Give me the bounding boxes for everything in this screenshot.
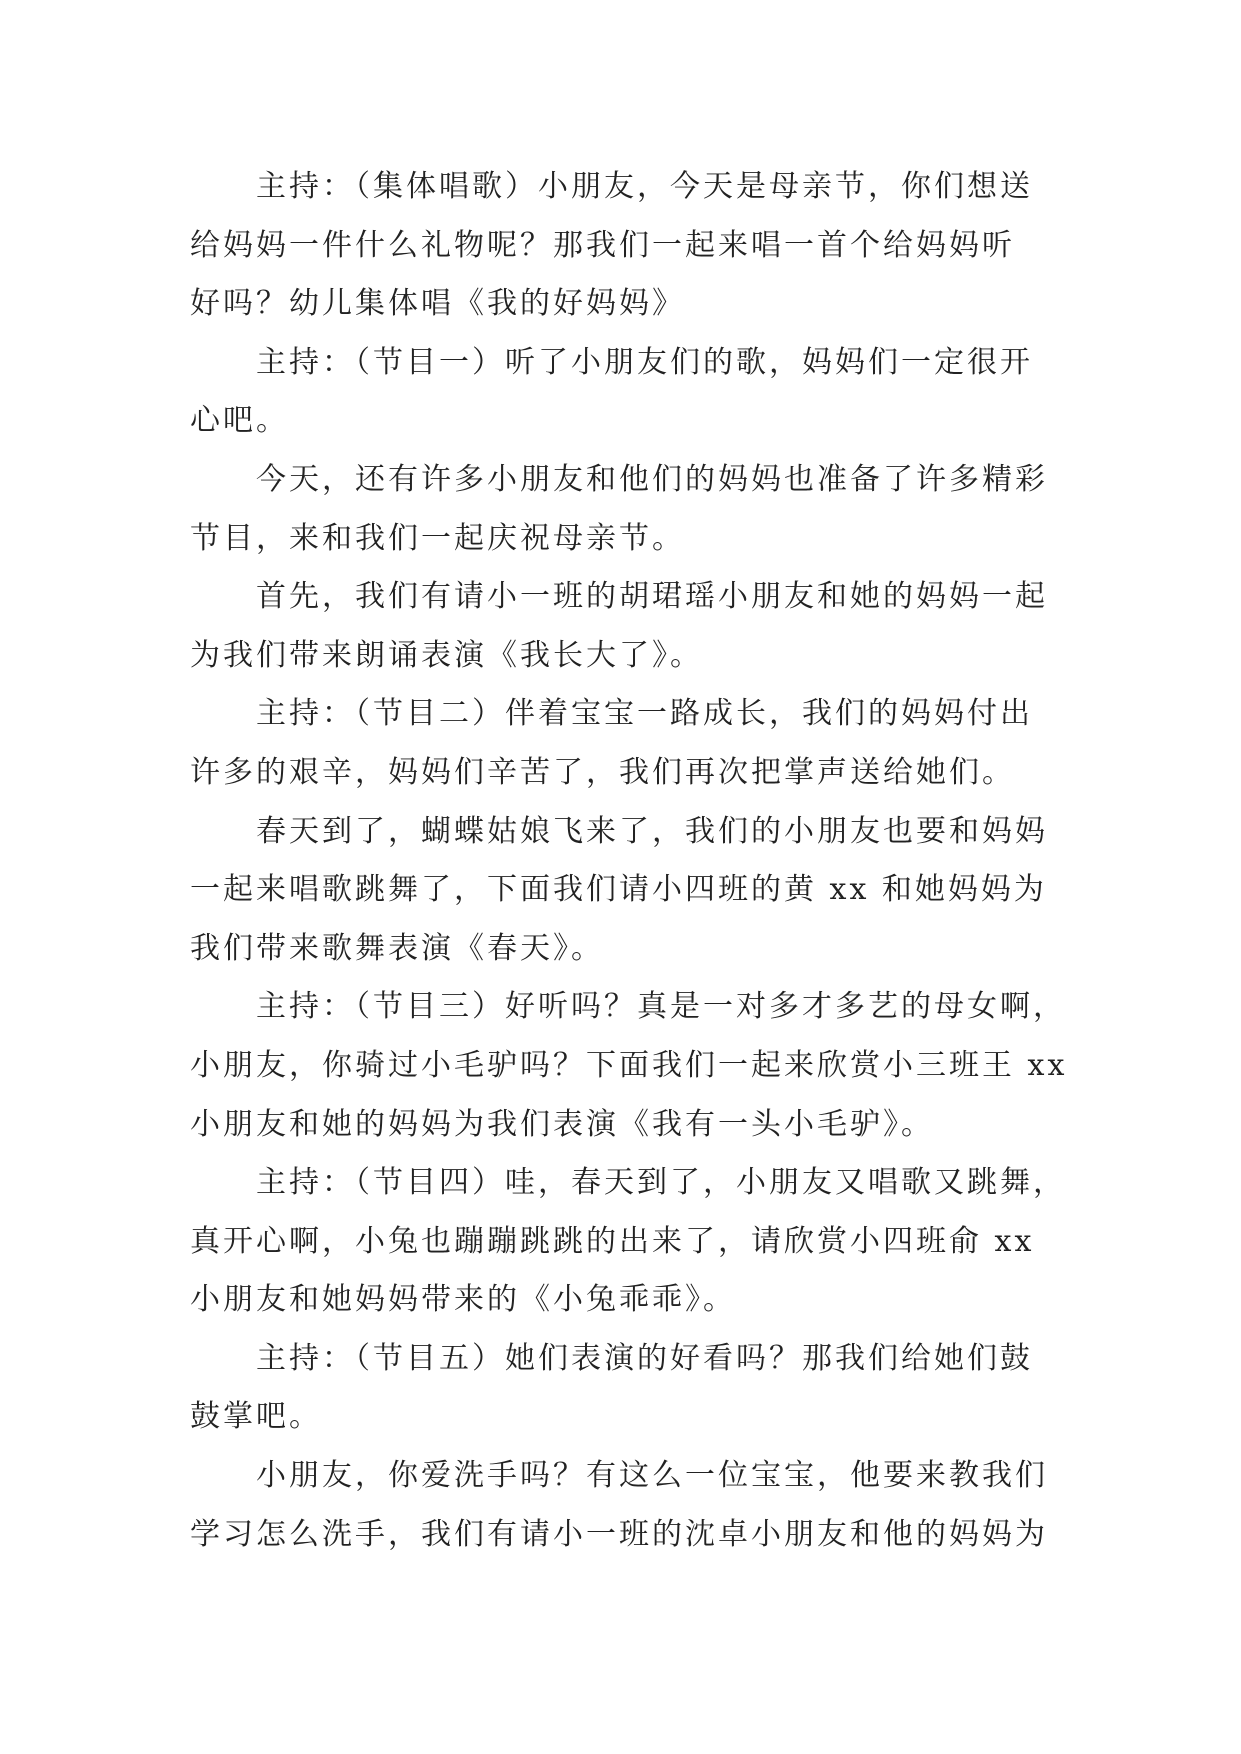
text-line: 我们带来歌舞表演《春天》。 [190,930,604,966]
paragraph-2 [190,334,1050,451]
text-line: 今天，还有许多小朋友和他们的妈妈也准备了许多精彩 [256,461,1048,497]
text-line: 春天到了，蝴蝶姑娘飞来了，我们的小朋友也要和妈妈 [256,813,1048,849]
paragraph-8 [190,1154,1066,1330]
text-line: 一起来唱歌跳舞了，下面我们请小四班的黄 xx 和她妈妈为 [190,872,1047,908]
text-line: 小朋友，你爱洗手吗？有这么一位宝宝，他要来教我们 [256,1458,1048,1494]
document-body [190,158,1068,1564]
paragraph-7 [190,978,1068,1154]
text-line: 首先，我们有请小一班的胡珺瑶小朋友和她的妈妈一起 [256,579,1048,615]
text-line: 给妈妈一件什么礼物呢？那我们一起来唱一首个给妈妈听 [190,227,1015,263]
text-line: 主持：（节目四）哇，春天到了，小朋友又唱歌又跳舞， [256,1165,1066,1201]
text-line: 为我们带来朗诵表演《我长大了》。 [190,637,703,673]
text-line: 主持：（节目三）好听吗？真是一对多才多艺的母女啊， [256,989,1066,1025]
text-line: 心吧。 [190,403,289,439]
text-line: 许多的艰辛，妈妈们辛苦了，我们再次把掌声送给她们。 [190,754,1015,790]
text-line: 主持：（集体唱歌）小朋友，今天是母亲节，你们想送 [256,169,1033,204]
paragraph-6 [190,803,1050,979]
text-line: 主持：（节目一）听了小朋友们的歌，妈妈们一定很开 [256,344,1033,380]
text-line: 主持：（节目二）伴着宝宝一路成长，我们的妈妈付出 [256,696,1033,732]
paragraph-4 [190,568,1050,685]
text-line: 主持：（节目五）她们表演的好看吗？那我们给她们鼓 [256,1340,1033,1376]
text-line: 小朋友和她妈妈带来的《小兔乖乖》。 [190,1282,736,1318]
text-line: 学习怎么洗手，我们有请小一班的沈卓小朋友和他的妈妈为 [190,1516,1048,1552]
paragraph-3 [190,451,1050,568]
text-line: 鼓掌吧。 [190,1399,322,1435]
text-line: 好吗？幼儿集体唱《我的好妈妈》 [190,286,685,322]
paragraph-5 [190,685,1050,802]
paragraph-10 [190,1447,1050,1564]
text-line: 节目，来和我们一起庆祝母亲节。 [190,520,685,556]
text-line: 小朋友和她的妈妈为我们表演《我有一头小毛驴》。 [190,1106,934,1142]
paragraph-9 [190,1330,1050,1447]
text-line: 真开心啊，小兔也蹦蹦跳跳的出来了，请欣赏小四班俞 xx [190,1223,1035,1259]
paragraph-1 [190,158,1050,334]
text-line: 小朋友，你骑过小毛驴吗？下面我们一起来欣赏小三班王 xx [190,1047,1068,1083]
